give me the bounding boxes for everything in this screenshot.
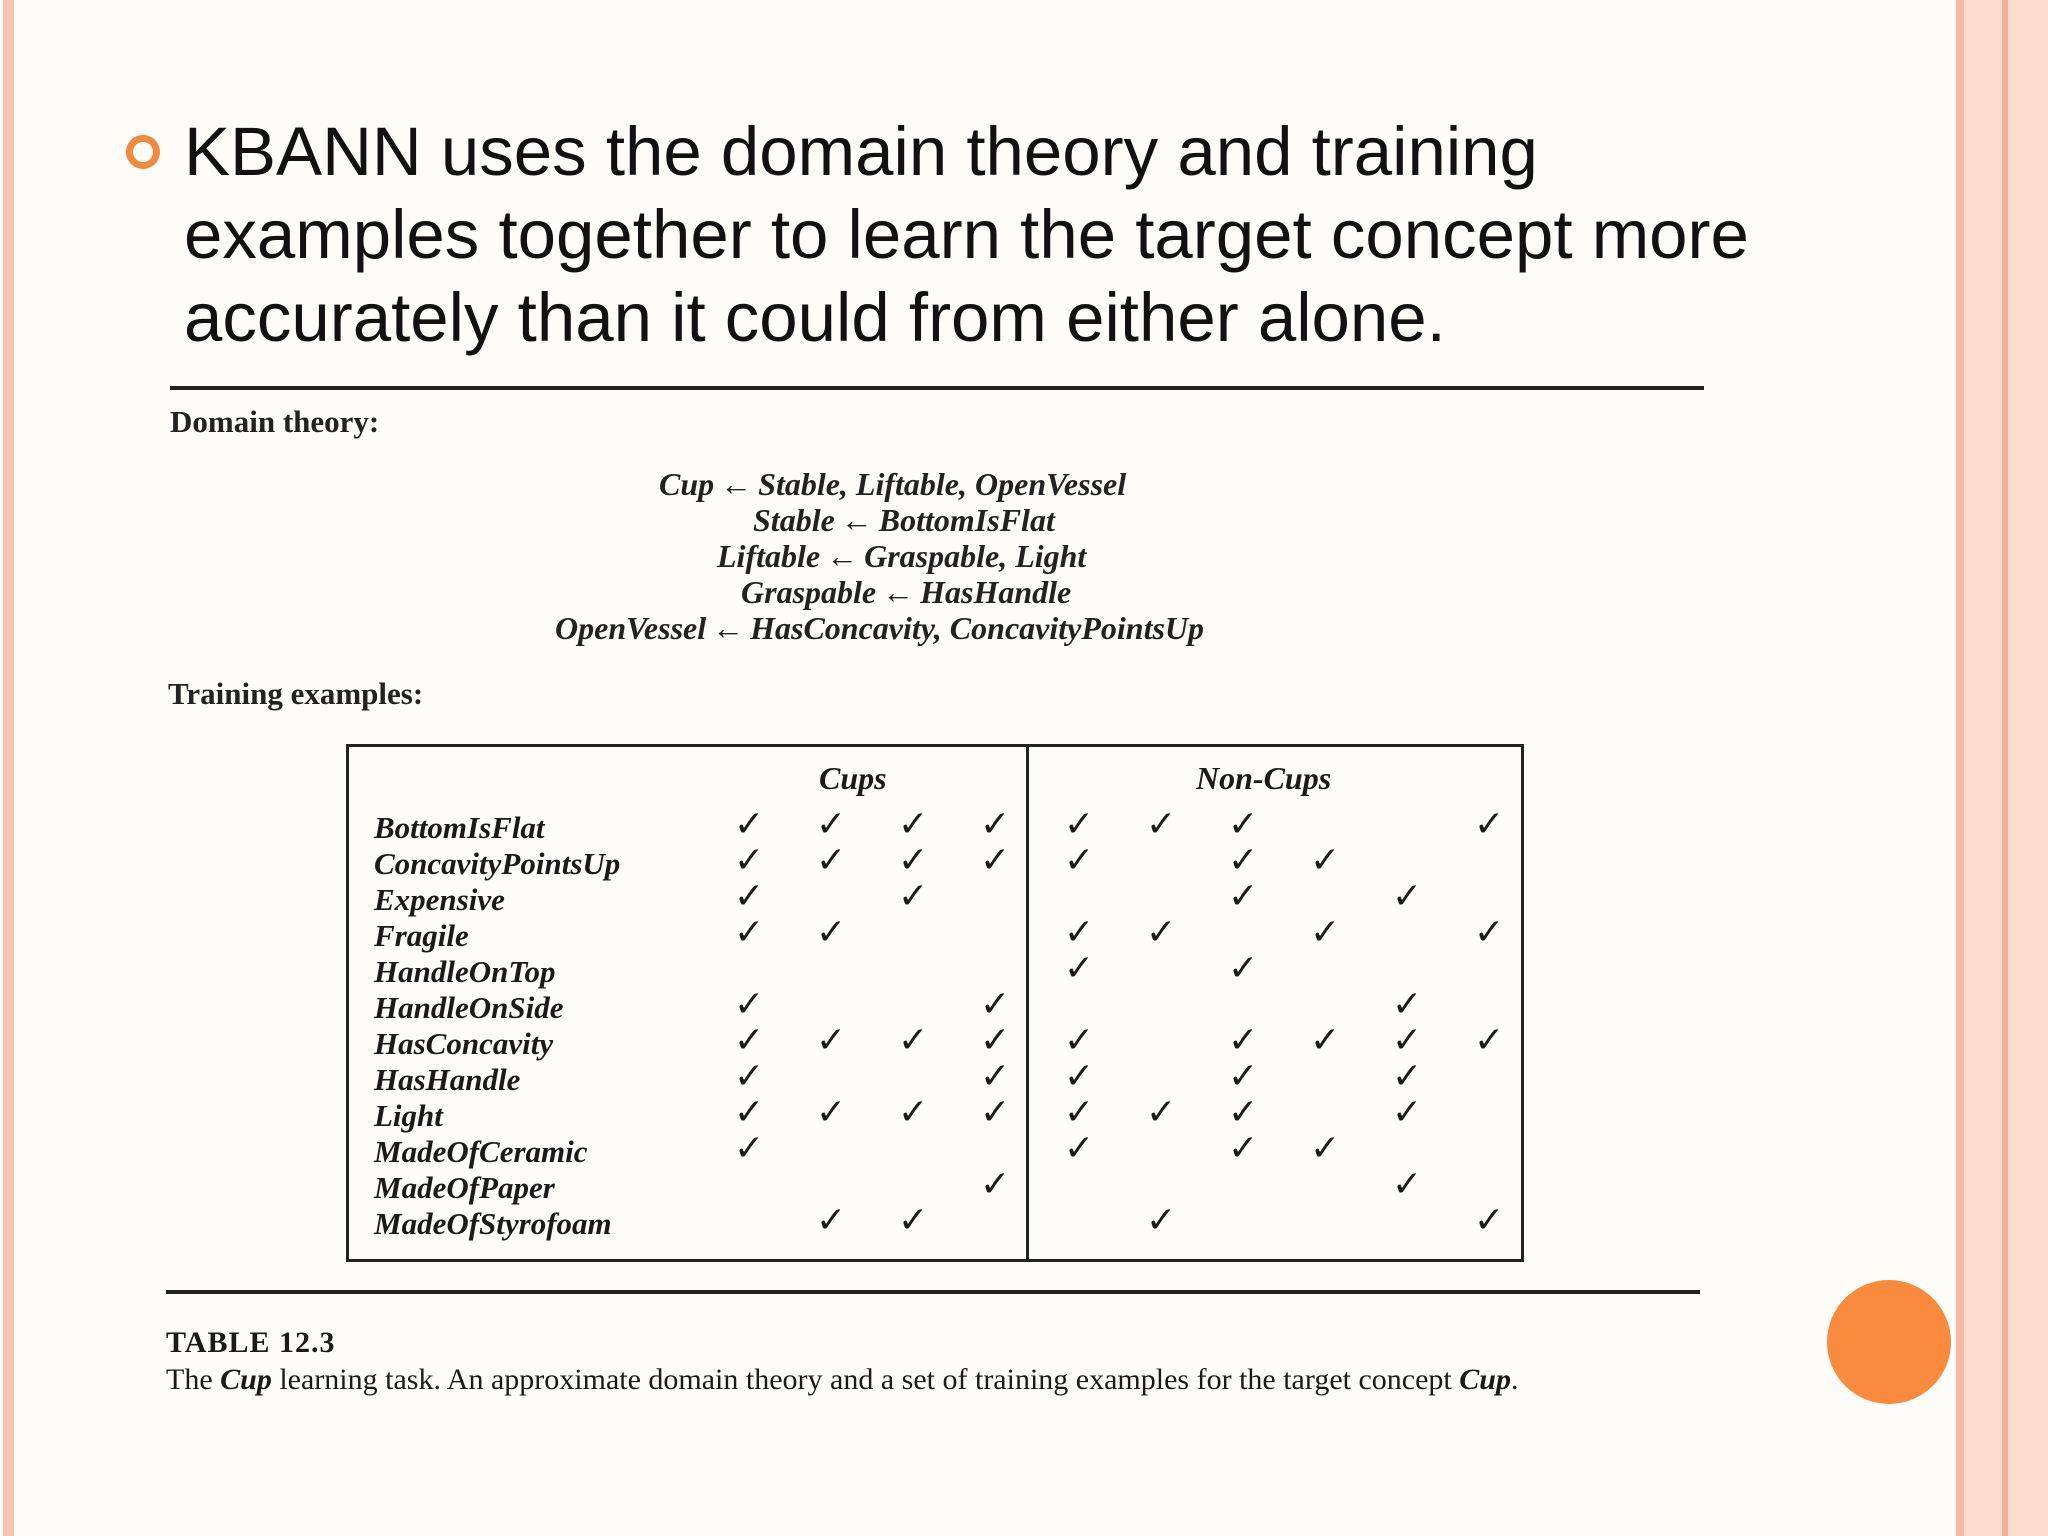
check-mark-icon: ✓	[1310, 1128, 1341, 1169]
top-rule	[170, 386, 1704, 390]
check-mark-icon: ✓	[1064, 804, 1095, 845]
check-mark-icon: ✓	[898, 804, 929, 845]
check-mark-icon: ✓	[1392, 984, 1423, 1025]
training-examples-label: Training examples:	[168, 676, 424, 711]
bullet-point	[184, 110, 1784, 359]
check-mark-icon: ✓	[1228, 1092, 1259, 1133]
check-mark-icon: ✓	[1474, 1020, 1505, 1061]
check-mark-icon: ✓	[1146, 1092, 1177, 1133]
check-mark-icon: ✓	[1474, 912, 1505, 953]
arrow-icon: ←	[712, 610, 745, 646]
check-mark-icon: ✓	[1064, 1092, 1095, 1133]
check-mark-icon: ✓	[816, 1200, 847, 1241]
check-mark-icon: ✓	[1310, 912, 1341, 953]
check-mark-icon: ✓	[980, 1020, 1011, 1061]
domain-theory-label: Domain theory:	[170, 404, 380, 439]
check-mark-icon: ✓	[1228, 1056, 1259, 1097]
check-mark-icon: ✓	[1392, 1056, 1423, 1097]
check-mark-icon: ✓	[734, 984, 765, 1025]
caption-part: Cup	[220, 1363, 272, 1396]
check-mark-icon: ✓	[1392, 1164, 1423, 1205]
domain-rule	[741, 574, 1071, 611]
attribute-label: HasConcavity	[374, 1026, 554, 1061]
attribute-label: BottomIsFlat	[374, 810, 545, 845]
rule-head: Graspable	[741, 574, 877, 610]
bullet-line: KBANN uses the domain theory and training	[184, 113, 1538, 190]
caption-part: .	[1510, 1363, 1519, 1396]
check-mark-icon: ✓	[980, 804, 1011, 845]
check-mark-icon: ✓	[734, 1020, 765, 1061]
bullet-line: examples together to learn the target concept more	[184, 196, 1749, 273]
check-mark-icon: ✓	[1392, 1020, 1423, 1061]
check-mark-icon: ✓	[1228, 804, 1259, 845]
check-mark-icon: ✓	[734, 912, 765, 953]
check-mark-icon: ✓	[1228, 948, 1259, 989]
rule-body: Stable, Liftable, OpenVessel	[758, 466, 1127, 502]
check-mark-icon: ✓	[816, 912, 847, 953]
check-mark-icon: ✓	[734, 840, 765, 881]
check-mark-icon: ✓	[1228, 876, 1259, 917]
check-mark-icon: ✓	[980, 840, 1011, 881]
group-header-cups: Cups	[819, 760, 887, 796]
domain-rule	[659, 466, 1126, 503]
arrow-icon: ←	[826, 538, 859, 574]
check-mark-icon: ✓	[1064, 1020, 1095, 1061]
check-mark-icon: ✓	[734, 804, 765, 845]
check-mark-icon: ✓	[1474, 804, 1505, 845]
check-mark-icon: ✓	[898, 1200, 929, 1241]
check-mark-icon: ✓	[980, 984, 1011, 1025]
attribute-label: MadeOfCeramic	[374, 1134, 588, 1169]
check-mark-icon: ✓	[816, 1020, 847, 1061]
bullet-line: accurately than it could from either alone.	[184, 279, 1446, 356]
check-mark-icon: ✓	[980, 1056, 1011, 1097]
check-mark-icon: ✓	[1228, 840, 1259, 881]
rule-body: Graspable, Light	[864, 538, 1087, 574]
check-mark-icon: ✓	[1064, 840, 1095, 881]
left-decorative-stripe	[3, 0, 14, 1536]
check-mark-icon: ✓	[1310, 840, 1341, 881]
attribute-label: HandleOnSide	[374, 990, 564, 1025]
check-mark-icon: ✓	[1064, 912, 1095, 953]
caption-part: Cup	[1459, 1363, 1511, 1396]
right-decorative-band	[1964, 0, 2002, 1536]
check-mark-icon: ✓	[734, 876, 765, 917]
check-mark-icon: ✓	[898, 840, 929, 881]
check-mark-icon: ✓	[1146, 912, 1177, 953]
table-divider	[1026, 744, 1029, 1259]
check-mark-icon: ✓	[1146, 1200, 1177, 1241]
rule-head: Stable	[753, 502, 835, 538]
check-mark-icon: ✓	[816, 840, 847, 881]
check-mark-icon: ✓	[1392, 1092, 1423, 1133]
check-mark-icon: ✓	[898, 1020, 929, 1061]
table-caption-title: TABLE 12.3	[166, 1326, 336, 1359]
arrow-icon: ←	[720, 466, 753, 502]
attribute-label: HandleOnTop	[374, 954, 556, 989]
rule-head: Cup	[659, 466, 715, 502]
arrow-icon: ←	[840, 502, 873, 538]
right-decorative-band	[2008, 0, 2048, 1536]
check-mark-icon: ✓	[980, 1164, 1011, 1205]
rule-body: HasHandle	[920, 574, 1072, 610]
check-mark-icon: ✓	[1310, 1020, 1341, 1061]
attribute-label: Light	[374, 1098, 443, 1133]
caption-part: learning task. An approximate domain theory and a set of training examples for the target concept	[271, 1363, 1460, 1396]
check-mark-icon: ✓	[1064, 948, 1095, 989]
bullet-ring-icon	[126, 135, 160, 169]
attribute-label: Fragile	[374, 918, 469, 953]
table-figure	[160, 380, 1720, 1440]
check-mark-icon: ✓	[816, 1092, 847, 1133]
table-caption	[166, 1362, 1706, 1398]
check-mark-icon: ✓	[1064, 1128, 1095, 1169]
group-header-non-cups: Non-Cups	[1196, 760, 1332, 796]
check-mark-icon: ✓	[1474, 1200, 1505, 1241]
right-decorative-band	[1956, 0, 1964, 1536]
rule-body: BottomIsFlat	[878, 502, 1055, 538]
check-mark-icon: ✓	[734, 1092, 765, 1133]
attribute-label: MadeOfStyrofoam	[374, 1206, 612, 1241]
check-mark-icon: ✓	[1146, 804, 1177, 845]
check-mark-icon: ✓	[1392, 876, 1423, 917]
domain-rule	[555, 610, 1204, 647]
attribute-label: MadeOfPaper	[374, 1170, 555, 1205]
bottom-rule	[166, 1290, 1700, 1294]
decorative-circle	[1827, 1280, 1951, 1404]
rule-body: HasConcavity, ConcavityPointsUp	[750, 610, 1205, 646]
check-mark-icon: ✓	[1064, 1056, 1095, 1097]
check-mark-icon: ✓	[734, 1056, 765, 1097]
rule-head: OpenVessel	[555, 610, 707, 646]
check-mark-icon: ✓	[898, 876, 929, 917]
attribute-label: ConcavityPointsUp	[374, 846, 621, 881]
attribute-label: HasHandle	[374, 1062, 521, 1097]
attribute-label: Expensive	[374, 882, 505, 917]
check-mark-icon: ✓	[980, 1092, 1011, 1133]
check-mark-icon: ✓	[734, 1128, 765, 1169]
caption-part: The	[166, 1363, 221, 1396]
check-mark-icon: ✓	[1228, 1020, 1259, 1061]
check-mark-icon: ✓	[816, 804, 847, 845]
arrow-icon: ←	[882, 574, 915, 610]
check-mark-icon: ✓	[898, 1092, 929, 1133]
check-mark-icon: ✓	[1228, 1128, 1259, 1169]
domain-rule	[753, 502, 1055, 539]
domain-rule	[717, 538, 1086, 575]
rule-head: Liftable	[717, 538, 821, 574]
